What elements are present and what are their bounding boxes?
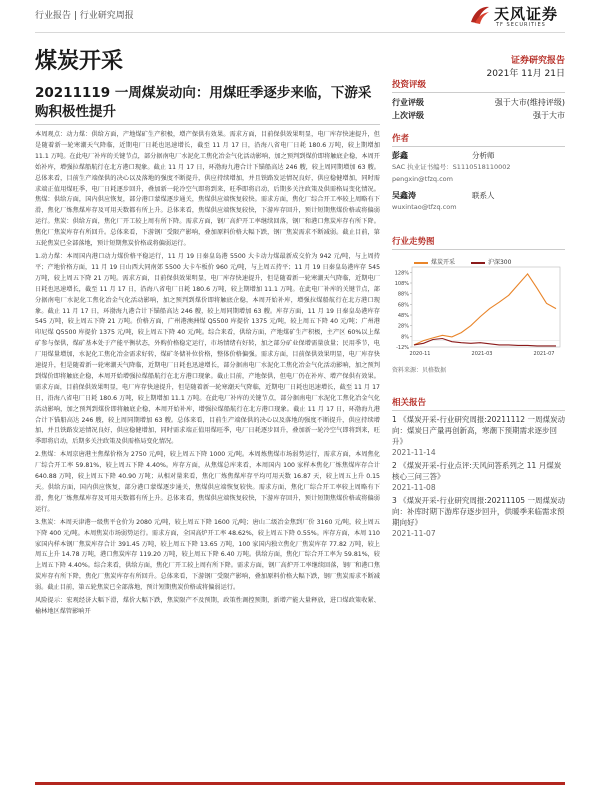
related-list — [392, 414, 565, 539]
risk-paragraph: 风险提示：宏观经济大幅下滑，煤价大幅下跌，焦炭限产不及预期，政策性调控预期，新增产能大量释放，进口煤政策收紧、榆林地区煤管影响开 — [35, 597, 380, 615]
previous-rating-value: 强于大市 — [533, 111, 565, 120]
coking-coal-paragraph: 2.焦煤：本周京唐港主焦煤价格为 2750 元/吨，较上周五下降 1000 元/吨。本周炼焦煤市场弱势运行，需求方面，本周焦化厂综合开工率 59.81%，较上周五下降 4.40%。库存方面，从焦煤总库来看，本周国内 100 家样本焦化厂炼焦煤库存合计 640.88 万吨，较上周五下降 40.90 万吨；从相对量来看，焦化厂炼焦煤库存平均可用天数 16.87 天，较上周五上升 0.15 天。供给方面，国内供应恢复，部分港口蒙煤逐步通关，焦煤供应端恢复较快。需求方面，焦化厂综合开工率较上周略有下滑，焦化厂炼焦煤库存及可用天数都有所上升。总体来看，焦煤供应端恢复较快，下游库存回升，预计短期焦煤价格或将偏弱运行。 — [35, 451, 380, 513]
rating-divider — [392, 92, 565, 93]
y-tick-label: 8% — [401, 334, 409, 341]
y-tick-label: 28% — [397, 323, 409, 330]
sector-title: 煤炭开采 — [35, 49, 124, 74]
author-email[interactable]: pengxin@tfzq.com — [392, 175, 453, 183]
legend-item — [471, 257, 511, 266]
logo-icon — [469, 4, 491, 26]
footer-accent-bar — [35, 782, 565, 785]
previous-rating-row — [392, 109, 565, 122]
header-divider — [35, 32, 565, 33]
related-report[interactable] — [392, 414, 565, 458]
y-tick-label: 48% — [397, 313, 409, 319]
rating-heading: 投资评级 — [392, 80, 427, 90]
report-title: 20211119 一周煤炭动向：用煤旺季逐步来临，下游采购积极性提升 — [35, 85, 372, 120]
author-cert: SAC 执业证书编号：S1110518110002 — [392, 163, 511, 171]
legend-item — [414, 257, 455, 266]
related-heading: 相关报告 — [392, 398, 427, 408]
y-tick-label: 88% — [397, 291, 409, 298]
industry-rating-value: 强于大市(维持评级) — [494, 98, 565, 107]
authors-divider — [392, 146, 565, 147]
legend-label: 煤炭开采 — [431, 259, 456, 266]
related-report-date: 2021-11-14 — [392, 448, 436, 457]
report-category: 行业报告 | 行业研究周报 — [35, 11, 134, 21]
trend-divider — [392, 249, 565, 250]
trend-section — [392, 235, 565, 374]
title-divider — [35, 124, 380, 125]
related-section — [392, 396, 565, 539]
legend-label: 沪深300 — [487, 259, 512, 266]
related-report-date: 2021-11-08 — [392, 483, 436, 492]
logo-subtext: TF SECURITIES — [496, 22, 546, 28]
author-role: 联系人 — [472, 191, 495, 200]
industry-rating-row — [392, 96, 565, 109]
y-tick-label: 68% — [397, 302, 409, 309]
trend-heading: 行业走势图 — [392, 237, 435, 247]
series-line — [414, 274, 556, 345]
related-report-title[interactable]: 3 《煤炭开采-行业研究周报:20211105 一周煤炭动向：补库时期下游库存逐步回升，供暖季来临需求预期向好》 — [392, 496, 565, 527]
plot-frame — [412, 267, 560, 347]
power-coal-paragraph: 1.动力煤：本周国内港口动力煤价格平稳运行，11 月 19 日秦皇岛港 5500 大卡动力煤最新成交价为 942 元/吨，与上周持平；产地价格方面，11 月 19 日山西大同南郊 5500 大卡车板价 960 元/吨，与上周五持平；11 月 19 日秦皇岛港库存 545 万吨，较上周五下降 21 万吨。需求方面，目前保供效果明显，电厂库存快速提升，但是随着新一轮寒潮天气降临，近期电厂日耗也迅速增长，截至 11 月 17 日，沿海八省电厂日耗 180.6 万吨，较上期增加 11.1 万吨。在此电厂补库的关键节点，部分据南电厂水泥化工焦化冶金气化活动影响，加之预判到煤价即将触底企稳，本周开始补库，增强拉煤船航行在北方港口现象。截止 11 月 17 日，环渤海九港合计下锚船高达 246 艘，较上周同期增加 63 艘。库存方面，11 月 19 日秦皇岛港库存 545 万吨，较上周五下降 21 万吨。价格方面，广州港澳洲煤 Q5500 库提价 1375 元/吨，较上周五下降 40 元/吨；广州港印尼煤 Q5500 库提价 1375 元/吨，较上周五下降 40 元/吨。综合来看，供给方面，产地煤矿生产积极，主产区 60%以上煤矿参与保供，煤矿基本处于产能平衡状态，外购价格稳定运行，市场情绪有好转，加之部分矿业保增需量放量；民用季节，电厂用煤量增加，水泥化工焦化冶金需求好转，煤矿冬储补位价格，整体价格偏强。需求方面，目前保供效果明显，电厂库存快速提升，但是随着新一轮寒潮天气降临，近期电厂日耗也迅速增长，部分据南电厂水泥化工焦化冶金气化活动影响，加之预判到煤价即将触底企稳，本周开始增强拉煤船航行在北方港口现象。截止目前，产地保供，但电厂仍在补库、增产保供有效果。需求方面，目前保供效果明显，电厂库存快速提升，但是随着新一轮寒潮天气降临，近期电厂日耗也迅速增长，截至 11 月 17 日，沿海八省电厂日耗 180.6 万吨，较上期增加 11.1 万吨。在此电厂补库的关键节点，部分据南电厂水泥化工焦化冶金气化活动影响，加之预判到煤价即将触底企稳，本周开始补库，增强拉煤船航行在北方港口现象。截止 11 月 17 日，环渤海九港合计下锚船高达 246 艘，较上周同期增加 63 艘。总体来看，目前生产端保供的决心以及落地的强度不断提升，供应持续增加，并且铁路发运情况良好，供应稳健增加，同时需求端正值用煤旺季，电厂日耗逐步回升，叠加新一轮冷空气即将到来，旺季即将启动，后期多关注政策及供需格局变化情况。 — [35, 252, 380, 446]
top-bar — [35, 4, 565, 34]
trend-chart — [392, 253, 565, 363]
sidebar — [392, 78, 565, 541]
author-email[interactable]: wuxintao@tfzq.com — [392, 203, 457, 211]
author-name: 彭鑫 — [392, 151, 408, 160]
author-role: 分析师 — [472, 151, 495, 160]
x-tick-label: 2021-03 — [471, 351, 493, 357]
report-date: 2021年 11月 21日 — [486, 69, 565, 79]
series-line — [414, 339, 556, 346]
previous-rating-label: 上次评级 — [392, 111, 424, 120]
related-report[interactable] — [392, 495, 565, 539]
related-report-title[interactable]: 1 《煤炭开采-行业研究周报:20211112 一周煤炭动向：煤炭日产量再创新高，寒潮下预期需求逐步回升》 — [392, 415, 565, 446]
author-entry — [392, 190, 565, 213]
chart-source: 资料来源：贝格数据 — [392, 367, 447, 374]
related-report[interactable] — [392, 460, 565, 493]
chart-legend — [414, 257, 525, 266]
y-tick-label: -12% — [396, 345, 409, 351]
logo-text: 天风证券 — [494, 5, 559, 23]
x-tick-label: 2020-11 — [409, 351, 431, 357]
report-body — [35, 130, 380, 620]
coke-paragraph: 3.焦炭：本周天津港一级焦平仓价为 2080 元/吨，较上周五下降 1600 元/吨；唐山二级冶金焦到厂价 3160 元/吨，较上周五下降 400 元/吨。本周焦炭市场弱势运行。需求方面，全国高炉开工率 48.62%，较上周五下降 0.55%。库存方面，本周 110 家国内样本钢厂焦炭库存合计 391.45 万吨，较上周五下降 13.65 万吨，100 家国内独立焦化厂焦炭库存 77.82 万吨，较上周五上升 14.78 万吨，港口焦炭库存 119.20 万吨，较上周五下降 6.40 万吨。供给方面，焦化厂综合开工率为 59.81%，较上周五下降 4.40%。综合来看，供给方面，焦化厂开工较上周有所下降。需求方面，钢厂高炉开工率继续回落，钢厂和港口焦炭库存有所下降，焦化厂焦炭库存有所回升。总体来看，下游钢厂受限产影响，叠加原料价格大幅下跌，钢厂焦炭需求不断减弱。截止目前，第五轮焦炭已全部落地，预计短期焦炭价格或将偏弱运行。 — [35, 518, 380, 592]
authors-section — [392, 132, 565, 213]
y-tick-label: 108% — [394, 281, 409, 287]
industry-rating-label: 行业评级 — [392, 98, 424, 107]
related-divider — [392, 410, 565, 411]
rating-section — [392, 78, 565, 122]
author-name: 吴鑫涛 — [392, 191, 416, 200]
summary-paragraph: 本周观点：动力煤：供给方面，产地煤矿生产积极，增产保供有效果。需求方面，目前保供效果明显，电厂库存快速提升，但是随着新一轮寒潮天气降临，近期电厂日耗也迅速增长，截至 11 月 17 日，沿海八省电厂日耗 180.6 万吨，较上期增加 11.1 万吨。在此电厂补库的关键节点，部分据南电厂水泥化工焦化冶金气化活动影响，加之预判到煤价即将触底企稳，本周开始补库，增强拉煤船航行在北方港口现象。截止 11 月 17 日，环渤海九港合计下锚船高达 246 艘，较上周同期增加 63 艘。总体来看，目前生产端保供的决心以及落地的强度不断提升，供应持续增加，并且铁路发运情况良好，供应稳健增加，同时需求端正值用煤旺季，电厂日耗逐步回升，叠加新一轮冷空气即将到来，旺季即将启动，后期多关注政策及供需格局变化情况。焦煤：供给方面，国内供应恢复，部分港口蒙煤逐步通关，焦煤供应端恢复较快。需求方面，焦化厂综合开工率较上周略有下滑，焦化厂炼焦煤库存及可用天数都有所上升。总体来看，焦煤供应端恢复较快，下游库存回升，预计短期焦煤价格或将偏弱运行。焦炭：供给方面，焦化厂开工较上周有所下降。需求方面，钢厂高炉开工率继续回落，钢厂和港口焦炭库存有所下降。焦化厂焦炭库存有所回升。总体来看，下游钢厂受限产影响，叠加原料价格大幅下跌，钢厂焦炭需求不断减弱。截止目前，第五轮焦炭已全部落地，预计短期焦炭价格或将偏弱运行。 — [35, 131, 380, 248]
y-tick-label: 128% — [394, 270, 409, 277]
company-logo — [469, 2, 565, 32]
related-report-title[interactable]: 2 《煤炭开采-行业点评:天风问答系列之 11 月煤炭核心三问三答》 — [392, 461, 562, 481]
trend-chart-svg — [392, 253, 565, 363]
x-tick-label: 2021-07 — [533, 351, 555, 357]
authors-heading: 作者 — [392, 134, 410, 144]
author-entry — [392, 150, 565, 185]
related-report-date: 2021-11-07 — [392, 529, 436, 538]
report-type: 证券研究报告 — [510, 56, 565, 66]
